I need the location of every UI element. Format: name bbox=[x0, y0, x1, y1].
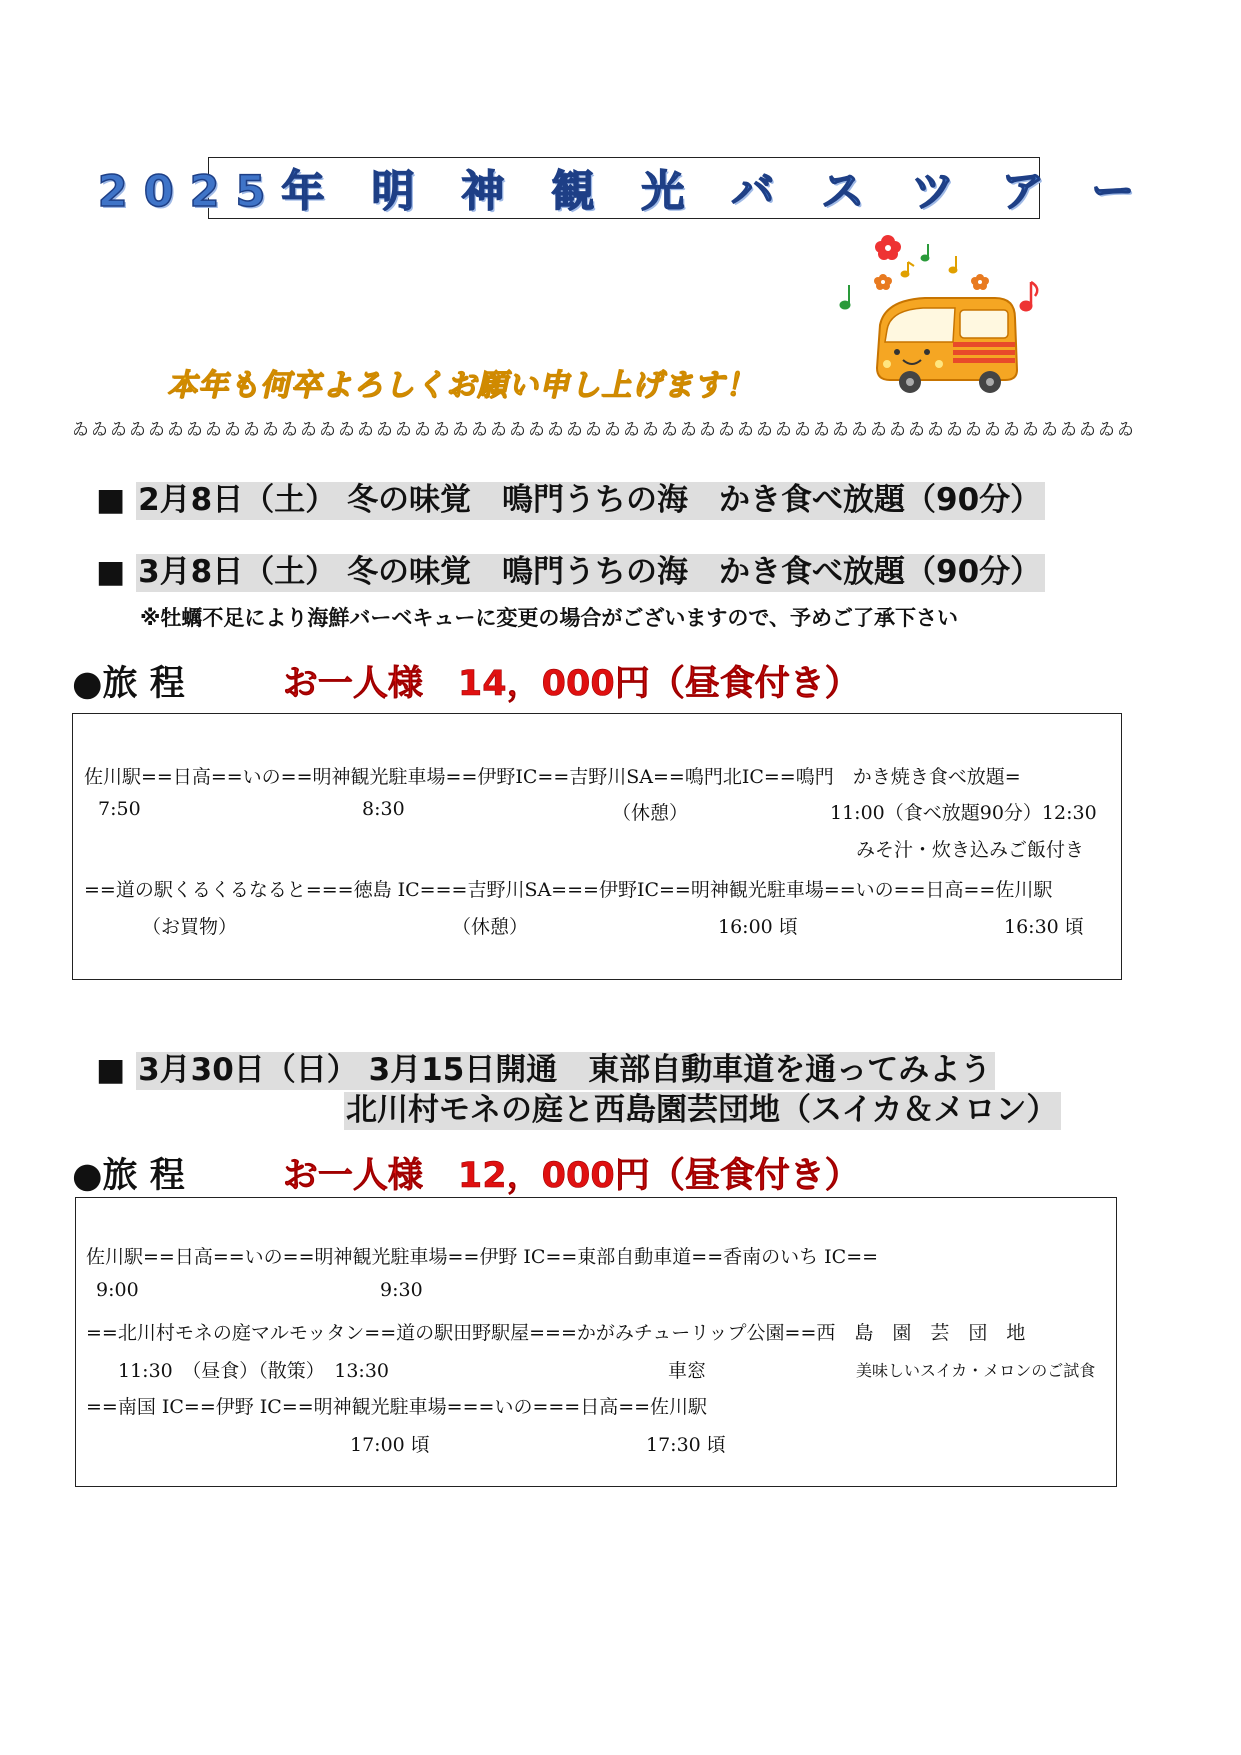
itinerary1-time-parking-return: 16:00 頃 bbox=[718, 916, 798, 938]
itinerary2-route-middle: ==北川村モネの庭マルモッタン==道の駅田野駅屋===かがみチューリップ公園==西 島 園 芸 団 地 bbox=[86, 1322, 1026, 1344]
itinerary1-meal-note: みそ汁・炊き込みご飯付き bbox=[856, 839, 1085, 861]
itinerary1-label: ●旅 程 bbox=[72, 664, 185, 704]
music-note-icon bbox=[921, 244, 929, 261]
tour-mar30-header bbox=[96, 1044, 995, 1089]
tour-mar-text: 3月8日（土） 冬の味覚 鳴門うちの海 かき食べ放題（90分） bbox=[136, 554, 1045, 592]
itinerary2-tasting-note: 美味しいスイカ・メロンのご試食 bbox=[856, 1361, 1096, 1380]
itinerary1-time-shopping: （お買物） bbox=[142, 916, 238, 938]
tour-mar30-line2: 北川村モネの庭と西島園芸団地（スイカ＆メロン） bbox=[344, 1092, 1061, 1130]
music-note-icon bbox=[1020, 282, 1037, 311]
itinerary2-route-outbound: 佐川駅==日高==いの==明神観光駐車場==伊野 IC==東部自動車道==香南のいち IC== bbox=[86, 1246, 879, 1268]
itinerary2-route-return: ==南国 IC==伊野 IC==明神観光駐車場===いの===日高==佐川駅 bbox=[86, 1396, 708, 1418]
flower-icon bbox=[874, 274, 892, 290]
tour-feb-header bbox=[96, 474, 1045, 519]
tour-mar30-text: 3月30日（日） 3月15日開通 東部自動車道を通ってみよう bbox=[136, 1052, 995, 1090]
oyster-note: ※牡蠣不足により海鮮バーベキューに変更の場合がございますので、予めご了承下さい bbox=[140, 606, 958, 630]
bus-icon bbox=[877, 298, 1017, 393]
bullet-square-icon: ■ bbox=[96, 554, 126, 590]
itinerary2-time-depart: 9:00 bbox=[96, 1279, 139, 1301]
itinerary2-label: ●旅 程 bbox=[72, 1156, 185, 1196]
music-note-icon bbox=[949, 256, 957, 273]
itinerary2-time-arrive: 17:30 頃 bbox=[646, 1434, 726, 1456]
itinerary1-time-parking: 8:30 bbox=[362, 798, 405, 820]
music-note-icon bbox=[840, 285, 850, 309]
tour-mar30-subtitle bbox=[344, 1084, 1061, 1129]
tour-feb-text: 2月8日（土） 冬の味覚 鳴門うちの海 かき食べ放題（90分） bbox=[136, 482, 1045, 520]
itinerary1-time-arrive: 16:30 頃 bbox=[1004, 916, 1084, 938]
itinerary1-price: お一人様 14，000円（昼食付き） bbox=[282, 664, 860, 704]
decorative-divider: ゐゐゐゐゐゐゐゐゐゐゐゐゐゐゐゐゐゐゐゐゐゐゐゐゐゐゐゐゐゐゐゐゐゐゐゐゐゐゐゐゐゐゐゐゐゐゐゐゐゐゐゐゐゐゐゐ bbox=[72, 420, 1136, 440]
greeting-text: 本年も何卒よろしくお願い申し上げます！ bbox=[165, 368, 762, 403]
itinerary1-time-rest2: （休憩） bbox=[452, 916, 529, 938]
bullet-square-icon: ■ bbox=[96, 482, 126, 518]
itinerary2-time-lunch: 11:30 （昼食）（散策） 13:30 bbox=[118, 1360, 390, 1382]
itinerary2-heading bbox=[72, 1148, 860, 1198]
itinerary1-heading bbox=[72, 656, 860, 706]
itinerary1-time-depart: 7:50 bbox=[98, 798, 141, 820]
bus-illustration bbox=[835, 230, 1065, 400]
itinerary1-time-rest: （休憩） bbox=[612, 802, 689, 824]
itinerary2-time-parking-return: 17:00 頃 bbox=[350, 1434, 430, 1456]
title-box bbox=[97, 157, 1151, 219]
itinerary2-window-note: 車窓 bbox=[668, 1360, 707, 1382]
flower-icon bbox=[971, 274, 989, 290]
itinerary2-price: お一人様 12，000円（昼食付き） bbox=[282, 1156, 860, 1196]
bullet-square-icon: ■ bbox=[96, 1052, 126, 1088]
itinerary1-time-meal: 11:00（食べ放題90分）12:30 bbox=[830, 802, 1097, 824]
itinerary2-time-parking: 9:30 bbox=[380, 1279, 423, 1301]
tour-mar-header bbox=[96, 546, 1045, 591]
itinerary1-route-outbound: 佐川駅==日高==いの==明神観光駐車場==伊野IC==吉野川SA==鳴門北IC==鳴門 かき焼き食べ放題= bbox=[84, 766, 1021, 788]
music-note-icon bbox=[901, 262, 914, 277]
itinerary1-route-return: ==道の駅くるくるなると===徳島 IC===吉野川SA===伊野IC==明神観光駐車場==いの==日高==佐川駅 bbox=[84, 879, 1053, 901]
flower-icon bbox=[875, 235, 901, 260]
page-title: 2025年 明 神 観 光 バ ス ツ ア ー bbox=[97, 166, 1151, 217]
